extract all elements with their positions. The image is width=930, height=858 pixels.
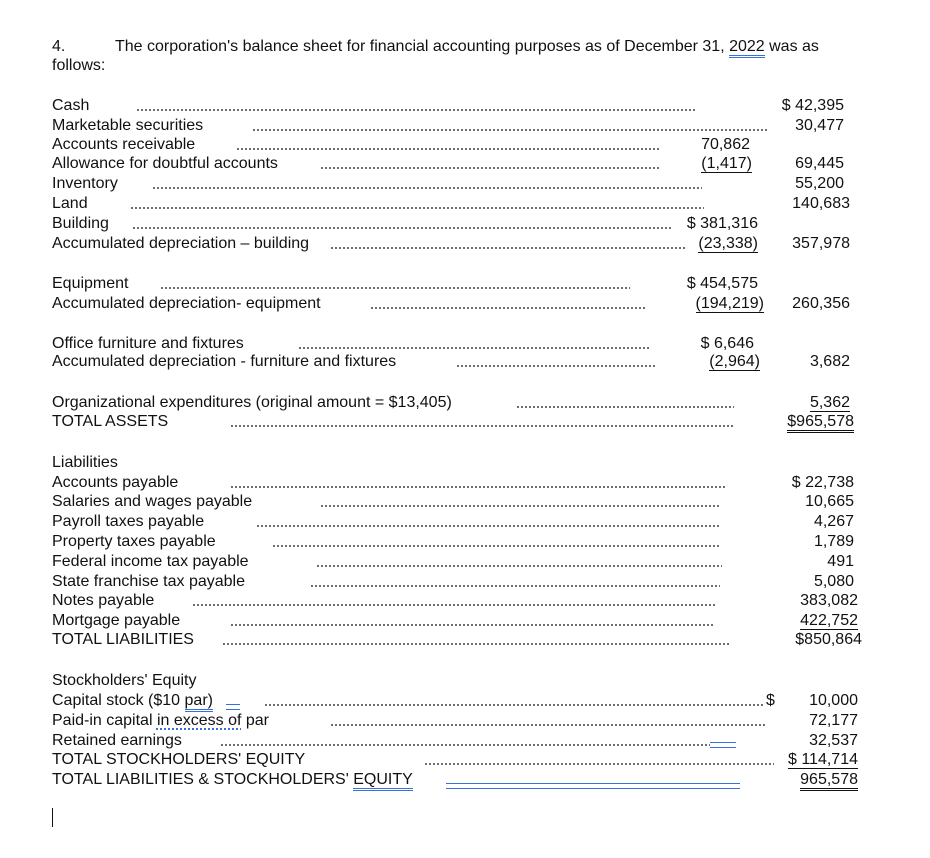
receivable-label: Accounts receivable (52, 136, 196, 153)
leader-dots (370, 307, 646, 309)
leader-dots (160, 287, 630, 289)
organizational-total-value: 5,362 (809, 394, 850, 411)
accum-equipment-label: Accumulated depreciation- equipment (52, 295, 321, 312)
accum-furniture-amount (709, 352, 760, 372)
question-number: 4. (52, 38, 66, 55)
leader-dots (132, 227, 672, 229)
federal-total: 491 (827, 553, 854, 570)
paid-in-total: 72,177 (809, 712, 858, 729)
state-total: 5,080 (813, 573, 854, 590)
total-assets-value: $965,578 (787, 413, 854, 433)
leader-dots (222, 643, 730, 645)
total-se-total (788, 750, 858, 770)
leader-dots (424, 763, 774, 765)
mortgage-total (800, 611, 858, 631)
total-lse-value: 965,578 (800, 771, 858, 791)
total-liabilities-label: TOTAL LIABILITIES (52, 631, 194, 648)
property-label: Property taxes payable (52, 533, 216, 550)
salaries-label: Salaries and wages payable (52, 493, 253, 510)
retained-label: Retained earnings (52, 732, 182, 749)
leader-dots (320, 505, 720, 507)
text-cursor[interactable] (52, 808, 53, 827)
accum-furniture-label: Accumulated depreciation - furniture and fixtures (52, 353, 397, 370)
capital-stock-text: Capital stock ($10 (52, 692, 185, 709)
leader-dots (316, 565, 722, 567)
cash-label: Cash (52, 97, 90, 114)
blue-underline-mark (446, 783, 740, 789)
leader-dots (330, 724, 766, 726)
notes-label: Notes payable (52, 592, 155, 609)
leader-dots (456, 365, 656, 367)
federal-label: Federal income tax payable (52, 553, 249, 570)
retained-total: 32,537 (809, 732, 858, 749)
salaries-total: 10,665 (805, 493, 854, 510)
accum-building-amount-value: (23,338) (698, 235, 758, 252)
allowance-amount (701, 154, 752, 174)
cash-total: $ 42,395 (781, 97, 844, 114)
inventory-total: 55,200 (795, 175, 844, 192)
marketable-label: Marketable securities (52, 117, 204, 134)
leader-dots (256, 525, 720, 527)
total-lse-equity: EQUITY (353, 771, 413, 791)
equipment-label: Equipment (52, 275, 129, 292)
total-lse-text: TOTAL LIABILITIES & STOCKHOLDERS' (52, 771, 354, 788)
property-total: 1,789 (813, 533, 854, 550)
land-label: Land (52, 195, 88, 212)
receivable-amount: 70,862 (701, 136, 750, 153)
accum-equipment-total: 260,356 (792, 295, 850, 312)
furniture-amount: $ 6,646 (700, 335, 754, 352)
total-lse-total (800, 770, 858, 790)
leader-dots (330, 247, 686, 249)
accounts-payable-label: Accounts payable (52, 474, 179, 491)
allowance-total: 69,445 (795, 155, 844, 172)
paid-in-label (52, 711, 269, 731)
leader-dots (220, 744, 710, 746)
leader-dots (230, 425, 734, 427)
leader-dots (236, 148, 660, 150)
accounts-payable-total: $ 22,738 (791, 474, 854, 491)
capital-stock-total: 10,000 (809, 692, 858, 709)
state-label: State franchise tax payable (52, 573, 246, 590)
leader-dots (230, 624, 714, 626)
equipment-amount: $ 454,575 (686, 275, 758, 292)
accum-equipment-amount (696, 294, 765, 314)
accum-furniture-total: 3,682 (809, 353, 850, 370)
leader-dots (192, 604, 716, 606)
total-se-label: TOTAL STOCKHOLDERS' EQUITY (52, 751, 306, 768)
leader-dots (136, 109, 696, 111)
accum-building-label: Accumulated depreciation – building (52, 235, 310, 252)
leader-dots (310, 585, 720, 587)
intro-line-2: follows: (52, 57, 106, 74)
capital-stock-dollar: $ (766, 692, 775, 709)
land-total: 140,683 (792, 195, 850, 212)
inventory-label: Inventory (52, 175, 118, 192)
marketable-total: 30,477 (795, 117, 844, 134)
accum-building-amount (698, 234, 758, 254)
total-se-value: $ 114,714 (788, 751, 858, 768)
intro-text-after: was as (764, 38, 819, 55)
paid-in-text: Paid-in capital (52, 712, 157, 729)
furniture-label: Office furniture and fixtures (52, 335, 244, 352)
capital-stock-label (52, 691, 213, 711)
allowance-amount-value: (1,417) (701, 155, 752, 172)
leader-dots (516, 406, 734, 408)
accum-furniture-amount-value: (2,964) (709, 353, 760, 370)
accum-building-total: 357,978 (792, 235, 850, 252)
building-label: Building (52, 215, 109, 232)
paid-in-par: par (241, 712, 270, 729)
total-assets-label: TOTAL ASSETS (52, 413, 169, 430)
liabilities-heading: Liabilities (52, 454, 118, 471)
payroll-label: Payroll taxes payable (52, 513, 205, 530)
allowance-label: Allowance for doubtful accounts (52, 155, 278, 172)
leader-dots (272, 545, 720, 547)
building-amount: $ 381,316 (686, 215, 758, 232)
leader-dots (264, 704, 764, 706)
intro-line-1 (115, 37, 819, 57)
total-lse-label (52, 770, 413, 790)
organizational-total (810, 393, 850, 413)
mortgage-label: Mortgage payable (52, 612, 181, 629)
leader-dots (298, 347, 650, 349)
blue-underline-mark (226, 704, 240, 710)
blue-underline-mark (710, 742, 736, 748)
accum-equipment-amount-value: (194,219) (695, 295, 764, 312)
leader-dots (152, 187, 702, 189)
organizational-label: Organizational expenditures (original amount = $13,405) (52, 394, 452, 411)
payroll-total: 4,267 (813, 513, 854, 530)
notes-total: 383,082 (800, 592, 858, 609)
total-assets-total (787, 412, 854, 432)
leader-dots (130, 207, 704, 209)
mortgage-total-value: 422,752 (800, 612, 858, 629)
leader-dots (320, 167, 660, 169)
total-liabilities-total: $850,864 (795, 631, 862, 648)
capital-stock-par: par) (185, 692, 213, 712)
leader-dots (252, 129, 768, 131)
intro-text: The corporation's balance sheet for financial accounting purposes as of December 31, (115, 38, 730, 55)
leader-dots (230, 486, 726, 488)
intro-year: 2022 (729, 38, 765, 58)
paid-in-excess: in excess of (156, 712, 242, 729)
equity-heading: Stockholders' Equity (52, 672, 197, 689)
